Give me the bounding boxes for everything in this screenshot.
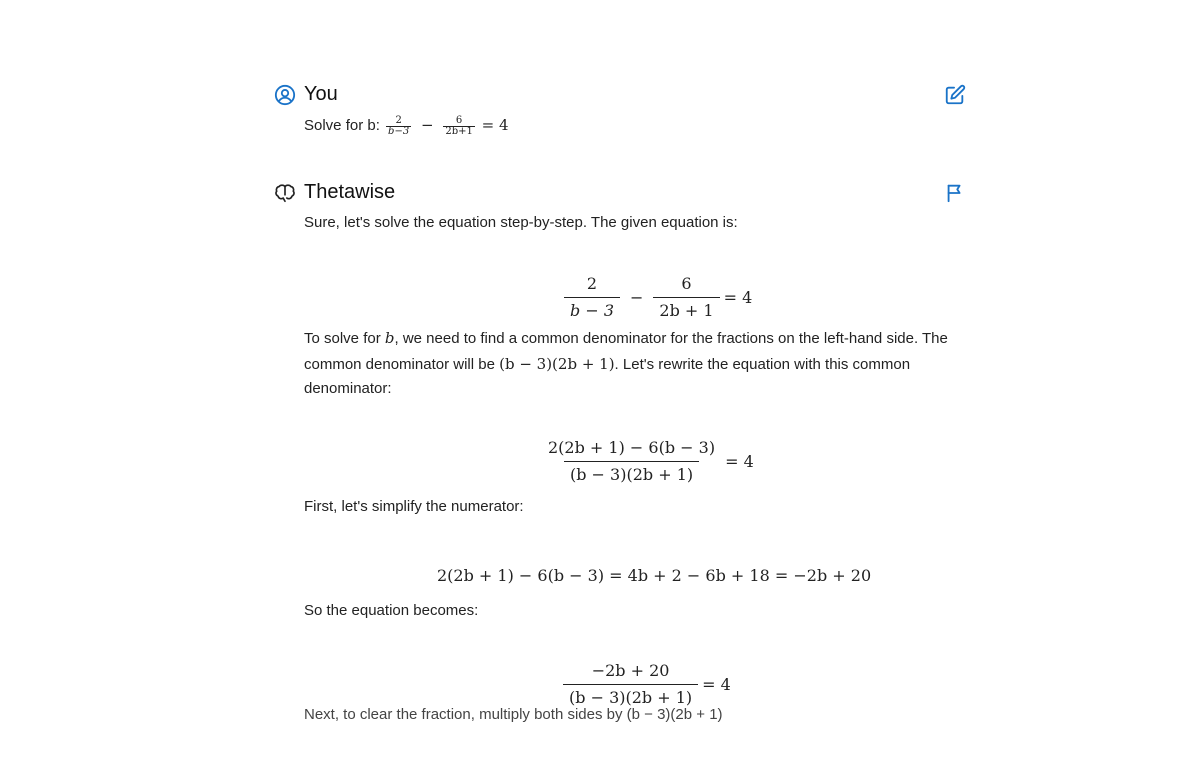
flag-icon[interactable] (944, 182, 966, 204)
assistant-intro: Sure, let's solve the equation step-by-step. The given equation is: (304, 214, 738, 231)
fraction-denominator: b − 3 (564, 297, 620, 321)
text-part: , we need to find a common denominator for the fractions on the left-hand side. The common denominator will be (304, 330, 948, 373)
equation-rhs: = 4 (725, 452, 754, 471)
inline-fraction-2 (443, 116, 475, 137)
user-circle-icon (274, 84, 296, 106)
assistant-author-name: Thetawise (304, 181, 396, 203)
paragraph-common-denominator (304, 326, 954, 402)
fraction-numerator: 2 (586, 274, 598, 293)
fraction-numerator: 2(2b + 1) − 6(b − 3) (548, 438, 716, 457)
prompt-prefix: Solve for b: (304, 117, 380, 134)
fraction-numerator: 2 (395, 114, 402, 126)
fraction-denominator: (b − 3)(2b + 1) (563, 684, 698, 708)
equation-numerator-simplified: 2(2b + 1) − 6(b − 3) = 4b + 2 − 6b + 18 = −2b + 20 (437, 566, 872, 585)
text-part: To solve for (304, 330, 385, 347)
equation-rhs: = 4 (702, 675, 731, 694)
truncated-paragraph (304, 706, 784, 724)
inline-denominator: (b − 3)(2b + 1) (499, 354, 615, 373)
user-author-name: You (304, 83, 338, 105)
inline-fraction-1 (386, 116, 411, 137)
fraction (653, 274, 719, 321)
paragraph-simplify: First, let's simplify the numerator: (304, 498, 524, 515)
prompt-equation (384, 114, 509, 137)
assistant-message-header (274, 181, 395, 204)
equation-rhs: = 4 (723, 288, 753, 307)
fraction-denominator: b−3 (388, 125, 410, 137)
paragraph-becomes: So the equation becomes: (304, 602, 479, 619)
fraction (563, 661, 698, 708)
fraction (564, 274, 620, 321)
fraction-denominator: 2b+1 (445, 125, 473, 137)
equation-common-denominator (538, 438, 754, 485)
fraction-numerator: 6 (455, 114, 463, 126)
fraction-denominator: 2b + 1 (653, 297, 719, 321)
minus-sign: − (420, 116, 434, 134)
text-part: . Let's rewrite the equation with this common denominator: (304, 355, 911, 397)
fraction-numerator: 6 (681, 274, 692, 293)
edit-icon[interactable] (944, 84, 966, 106)
brain-icon (274, 182, 296, 204)
equation-rhs: = 4 (481, 116, 509, 134)
truncated-text: Next, to clear the fraction, multiply both sides by (b − 3)(2b + 1) (304, 706, 723, 723)
equation-original (560, 274, 752, 321)
fraction (542, 438, 721, 485)
fraction-denominator: (b − 3)(2b + 1) (564, 461, 699, 485)
fraction-numerator: −2b + 20 (591, 661, 670, 680)
variable-b: b (384, 329, 395, 347)
user-message-header (274, 83, 338, 106)
user-prompt (304, 113, 509, 139)
minus-sign: − (630, 288, 644, 307)
equation-simplified (559, 661, 731, 708)
